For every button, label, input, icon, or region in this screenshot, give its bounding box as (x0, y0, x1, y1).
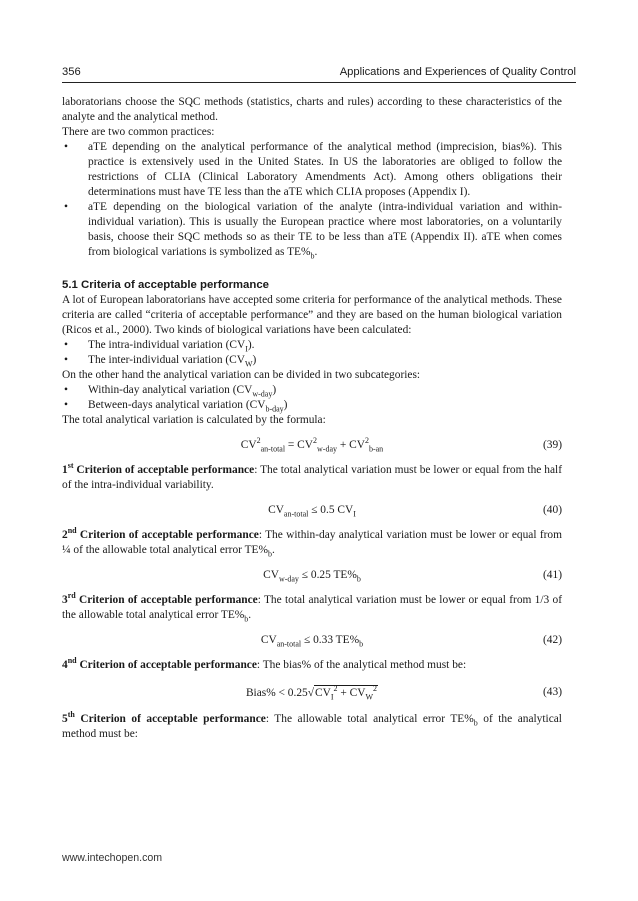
list-item (62, 398, 562, 413)
criterion-4: 4nd Criterion of acceptable performance: The bias% of the analytical method must be: (62, 656, 467, 671)
criterion-5: 5th Criterion of acceptable performance: The allowable total analytical error $TE\%_b$ of the analytical method must be: (62, 710, 562, 740)
equation-number: (41) (543, 569, 562, 581)
square-root-radicand: $CV_I^2 + CV_W^2$ (315, 684, 378, 702)
section-paragraph: The total analytical variation is calculated by the formula: (62, 414, 326, 426)
running-title: Applications and Experiences of Quality Control (339, 66, 576, 78)
equation-expression: $CV^2_{an-total} = CV^2_{w-day} + CV^2_{b-an}$ (240, 436, 384, 454)
list-item (62, 200, 562, 260)
footer-url[interactable]: www.intechopen.com (62, 852, 163, 864)
bullet-text: The intra-individual variation $(CV_I)$. (88, 339, 255, 354)
equation-expression: Bias% < $0.25√CV_I^2 + CV_W^2$ (245, 684, 378, 702)
bullet-text: aTE depending on the analytical performance of the analytical method (imprecision, bias%). This practice is extensively used in the United States. In US the laboratories are obliged to follow the restrictions of CLIA (Clinical Laboratory Amendments Act). Among others obligations their determinations must have TE less than the aTE which CLIA proposes (Appendix I). (88, 141, 562, 198)
bullet-text: Within-day analytical variation $(CV_{w-day})$ (88, 384, 277, 399)
bullet-icon: • (64, 201, 68, 213)
section-paragraph: A lot of European laboratorians have accepted some criteria for performance of the analytical methods. These criteria are called “criteria of acceptable performance” and they are based on the human biological variation (Ricos et al., 2000). Two kinds of biological variations have been calculated: (62, 294, 562, 336)
practices-intro: There are two common practices: (62, 126, 215, 138)
header-rule (62, 82, 576, 83)
equation-41 (62, 568, 562, 583)
page-body (62, 95, 562, 742)
criterion-2: 2nd Criterion of acceptable performance: The within-day analytical variation must be lower or equal from ¼ of the allowable total analytical error $TE\%_b$. (62, 526, 562, 559)
equation-expression: $CV_{w-day} \le 0.25$ $TE\%_b$ (263, 569, 361, 584)
equation-expression: $CV_{an-total} \le 0.5$ $CV_I$ (268, 504, 356, 519)
list-item (62, 383, 562, 398)
bullet-text: aTE depending on the biological variation of the analyte (intra-individual variation and within-individual variation). This is usually the European practice where most laboratories, on a voluntarily basis, choose their SQC methods so as their TE to be less than aTE (Appendix II). aTE when comes from biological variations is symbolized as $TE\%_b$. (88, 201, 562, 261)
equation-number: (39) (543, 439, 562, 451)
equation-39 (62, 438, 562, 453)
list-item (62, 140, 562, 200)
criterion-1: 1st Criterion of acceptable performance: The total analytical variation must be lower or equal from the half of the intra-individual variability. (62, 461, 562, 491)
list-item (62, 338, 562, 353)
equation-number: (43) (543, 686, 562, 698)
spacer (62, 260, 562, 266)
page-header (62, 60, 576, 82)
criterion-3: 3rd Criterion of acceptable performance: The total analytical variation must be lower or equal from 1/3 of the allowable total analytical error $TE\%_b$. (62, 591, 562, 624)
equation-40 (62, 503, 562, 518)
bullet-icon: • (64, 339, 68, 351)
section-heading: 5.1 Criteria of acceptable performance (62, 279, 270, 291)
bullet-icon: • (64, 384, 68, 396)
bullet-icon: • (64, 141, 68, 153)
equation-number: (40) (543, 504, 562, 516)
bullet-text: The inter-individual variation $(CV_W)$ (88, 354, 257, 369)
bullet-text: Between-days analytical variation $(CV_{b-day})$ (88, 399, 288, 414)
equation-expression: $CV_{an-total} \le 0.33$ $TE\%_b$ (260, 634, 364, 649)
equation-number: (42) (543, 634, 562, 646)
list-item (62, 353, 562, 368)
equation-43 (62, 685, 562, 700)
intro-paragraph: laboratorians choose the SQC methods (statistics, charts and rules) according to these characteristics of the analyte and the analytical method. (62, 96, 562, 123)
bullet-icon: • (64, 354, 68, 366)
equation-42 (62, 633, 562, 648)
page-number: 356 (62, 66, 81, 78)
bullet-icon: • (64, 399, 68, 411)
section-paragraph: On the other hand the analytical variation can be divided in two subcategories: (62, 369, 421, 381)
